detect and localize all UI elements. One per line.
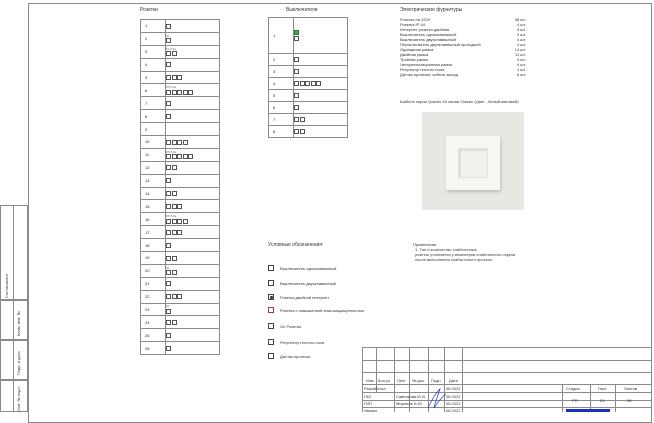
row-icons	[166, 71, 220, 84]
row-icons	[166, 264, 220, 277]
outlet-icon	[166, 165, 171, 170]
row-mark: Б8 Б1м	[166, 85, 177, 90]
table-row	[141, 45, 220, 58]
outlet-icon	[300, 117, 305, 122]
equipment-name: Выключатель одноклавишный	[400, 32, 457, 37]
row-number: 22	[141, 290, 166, 303]
row-number: 20	[141, 264, 166, 277]
outlet-icon	[166, 281, 171, 286]
equipment-name: Одинарная рамка	[400, 47, 434, 52]
outlet-icon	[172, 320, 177, 325]
table-row	[141, 329, 220, 342]
row-icons	[294, 66, 348, 78]
switch-single-icon	[294, 30, 299, 35]
row-icons	[166, 290, 220, 303]
outlet-icon	[172, 270, 177, 275]
row-icons	[294, 78, 348, 90]
row-icons	[166, 329, 220, 342]
table-row	[141, 32, 220, 45]
equipment-qty: 14 шт.	[514, 47, 526, 52]
row-icons	[166, 84, 220, 97]
outlet-icon	[300, 129, 305, 134]
notes-line-1: 1. Тип и количество слаботочных	[415, 247, 477, 252]
table-row	[141, 174, 220, 187]
row-icons	[294, 54, 348, 66]
list-item	[400, 72, 526, 77]
switch-single-icon	[268, 265, 274, 271]
row-number: 6	[269, 102, 294, 114]
stamp-role-3: ГИП	[364, 401, 372, 406]
series-caption: Шаблон серии Quadro 45 линии Classic (Цвет - белый матовый)	[400, 99, 519, 104]
table-row	[141, 264, 220, 277]
row-number: 8	[141, 110, 166, 123]
legend-item-2: Выключатель двухклавишный	[268, 280, 336, 286]
notes	[413, 242, 515, 262]
stamp-header-kol: Кол.уч.	[378, 378, 392, 383]
equipment-qty: 3 шт.	[516, 32, 526, 37]
outlet-icon	[188, 154, 193, 159]
row-number: 24	[141, 316, 166, 329]
stamp-header-izm: Изм.	[366, 378, 375, 383]
switches-table	[268, 17, 348, 138]
row-icons	[166, 226, 220, 239]
row-number: 23	[141, 303, 166, 316]
row-icons	[294, 18, 348, 54]
row-number: 2	[269, 54, 294, 66]
switch-double-icon	[268, 280, 274, 286]
outlet-icon	[166, 75, 171, 80]
row-number: 1	[141, 20, 166, 33]
table-row	[141, 136, 220, 149]
outlet-icon	[172, 219, 177, 224]
switches-title: Выключатели	[286, 7, 318, 13]
outlet-icon	[166, 101, 171, 106]
row-number: 4	[141, 58, 166, 71]
table-row	[269, 102, 348, 114]
stamp-role-2: ГАП	[364, 394, 372, 399]
switch-photo	[422, 112, 524, 210]
outlet-icon	[166, 204, 171, 209]
outlet-icon	[183, 219, 188, 224]
outlet-icon	[172, 294, 177, 299]
equipment-name: Розетка IP-44	[400, 22, 426, 27]
table-row	[141, 316, 220, 329]
row-number: 10	[141, 136, 166, 149]
outlet-icon	[172, 204, 177, 209]
table-row	[141, 20, 220, 33]
table-row	[141, 187, 220, 200]
outlet-icon	[166, 62, 171, 67]
table-row	[141, 110, 220, 123]
row-icons	[166, 303, 220, 316]
outlet-icon	[166, 38, 171, 43]
outlet-icon	[166, 320, 171, 325]
stamp-sheets-value: 26	[627, 398, 632, 403]
table-row	[141, 213, 220, 226]
outlet-icon	[172, 256, 177, 261]
outlet-icon	[300, 81, 305, 86]
row-icons	[294, 114, 348, 126]
outlet-icon	[268, 323, 274, 329]
stamp-role-4: Увязал	[364, 408, 377, 413]
outlet-icon	[177, 294, 182, 299]
stamp-date-2: 08.2022	[446, 394, 461, 399]
outlet-icon	[177, 230, 182, 235]
equipment-qty: 4 шт.	[516, 37, 526, 42]
outlet-icon	[166, 243, 171, 248]
outlet-icon	[172, 140, 177, 145]
legend-item-6: Регулятор теплого пола	[268, 339, 324, 345]
outlet-icon	[166, 154, 171, 159]
notes-line-2: розеток уточняется у инженеров слаботочного отдела	[415, 252, 516, 257]
row-number: 11	[141, 148, 166, 161]
row-number: 8	[269, 126, 294, 138]
outlet-icon	[316, 81, 321, 86]
row-number: 26	[141, 342, 166, 355]
row-icons	[166, 148, 220, 161]
equipment-qty: 5 шт.	[516, 57, 526, 62]
outlet-icon	[166, 51, 171, 56]
side-box-1	[0, 300, 28, 340]
table-row	[141, 277, 220, 290]
row-number: 7	[269, 114, 294, 126]
equipment-qty: 4 шт.	[516, 22, 526, 27]
equipment-name: Переключатель двухклавишный проходной	[400, 42, 481, 47]
outlet-icon	[166, 294, 171, 299]
outlet-icon	[177, 140, 182, 145]
row-number: 5	[141, 71, 166, 84]
switch-single-icon	[294, 36, 299, 41]
table-row	[269, 18, 348, 54]
row-number: 17	[141, 226, 166, 239]
outlet-icon	[166, 178, 171, 183]
row-icons	[166, 239, 220, 252]
row-icons	[166, 342, 220, 355]
row-number: 7	[141, 97, 166, 110]
table-row	[269, 78, 348, 90]
table-row	[141, 148, 220, 161]
table-row	[141, 84, 220, 97]
row-icons	[166, 174, 220, 187]
equipment-qty: 38 шт.	[514, 17, 526, 22]
row-icons	[166, 213, 220, 226]
outlet-icon	[166, 256, 171, 261]
side-label-inventory: Инв. № подл.	[16, 386, 21, 411]
equipment-name: Датчик протечки, кабель-выход	[400, 72, 459, 77]
outlet-icon	[166, 114, 171, 119]
outlets-table	[140, 19, 220, 355]
legend-item-7: Датчик протечки	[268, 353, 310, 359]
row-number: 15	[141, 200, 166, 213]
outlet-icon	[166, 219, 171, 224]
equipment-qty: 4 шт.	[516, 62, 526, 67]
switch-key-image	[459, 149, 487, 177]
waterproof-outlet-icon	[268, 307, 274, 313]
notes-title: Примечание:	[413, 242, 438, 247]
stamp-name-3: Миронов И.Ю.	[396, 401, 423, 406]
outlet-icon	[172, 191, 177, 196]
row-icons	[166, 20, 220, 33]
floor-heating-icon	[268, 339, 274, 345]
outlet-icon	[166, 270, 171, 275]
outlet-icon	[188, 90, 193, 95]
side-box-3	[0, 380, 28, 412]
outlet-icon	[183, 140, 188, 145]
outlets-title: Розетки	[140, 7, 158, 13]
row-icons	[166, 58, 220, 71]
outlet-icon	[166, 309, 171, 314]
equipment-list	[400, 17, 526, 77]
table-row	[141, 239, 220, 252]
outlet-icon	[294, 69, 299, 74]
table-row	[141, 303, 220, 316]
outlet-icon	[305, 81, 310, 86]
row-icons	[294, 126, 348, 138]
row-icons	[166, 110, 220, 123]
stamp-stage-value: РП	[572, 398, 578, 403]
row-number: 18	[141, 239, 166, 252]
table-row	[141, 342, 220, 355]
stamp-sheet-label: Лист	[598, 386, 607, 391]
row-icons	[166, 316, 220, 329]
stamp-header-doc: № док.	[412, 378, 425, 383]
stamp-role-1: Разработал	[364, 386, 386, 391]
outlet-icon	[294, 105, 299, 110]
outlet-icon	[166, 90, 171, 95]
outlet-icon	[177, 90, 182, 95]
row-icons	[166, 252, 220, 265]
outlet-icon	[177, 75, 182, 80]
outlet-icon	[172, 90, 177, 95]
table-row	[269, 54, 348, 66]
outlet-icon	[166, 230, 171, 235]
table-row	[141, 97, 220, 110]
stamp-name-2: Савенкова Ю.В.	[396, 394, 427, 399]
stamp-date-4: 08.2022	[446, 408, 461, 413]
outlet-icon	[166, 140, 171, 145]
row-number: 9	[141, 123, 166, 136]
equipment-name: Выключатель двухклавишный	[400, 37, 456, 42]
outlet-icon	[172, 165, 177, 170]
equipment-qty: 11 шт.	[515, 52, 526, 57]
row-number: 14	[141, 187, 166, 200]
row-icons	[166, 161, 220, 174]
stamp-header-sign: Подп.	[431, 378, 442, 383]
equipment-name: Четырехпозиционная рамка	[400, 62, 453, 67]
leak-sensor-icon	[268, 353, 274, 359]
row-icons	[166, 200, 220, 213]
outlet-icon	[166, 24, 171, 29]
row-mark: Б8 Б1м	[166, 214, 177, 219]
row-icons	[294, 102, 348, 114]
side-label-replaced: Взам. инв. №	[16, 311, 21, 336]
row-number: 12	[141, 161, 166, 174]
row-number: 3	[141, 45, 166, 58]
outlet-icon	[172, 230, 177, 235]
row-number: 13	[141, 174, 166, 187]
row-icons	[166, 136, 220, 149]
legend-item-1: Выключатель одноклавишный	[268, 265, 336, 271]
outlet-icon	[177, 219, 182, 224]
table-row	[141, 58, 220, 71]
row-icons	[166, 187, 220, 200]
row-number: 2	[141, 32, 166, 45]
row-number: 5	[269, 90, 294, 102]
outlet-icon	[166, 191, 171, 196]
row-icons	[294, 90, 348, 102]
row-number: 19	[141, 252, 166, 265]
row-number: 4	[269, 78, 294, 90]
equipment-qty: 6 шт.	[516, 72, 526, 77]
legend-item-3: Розетка двойной интернет	[268, 294, 329, 300]
outlet-icon	[166, 346, 171, 351]
stamp-stage-label: Стадия	[566, 386, 580, 391]
table-row	[269, 114, 348, 126]
table-row	[269, 90, 348, 102]
row-number: 6	[141, 84, 166, 97]
row-number: 1	[269, 18, 294, 54]
stamp-sheets-label: Листов	[624, 386, 637, 391]
legend-item-4: Розетка с повышенной влагозащищенностью	[268, 307, 364, 313]
row-icons	[166, 45, 220, 58]
stamp-header-list: Лист	[397, 378, 406, 383]
outlet-icon	[294, 93, 299, 98]
legend-item-5: On Розетка	[268, 323, 301, 329]
row-icons	[166, 277, 220, 290]
row-icons	[166, 123, 220, 136]
stamp-sheet-value: 21	[600, 398, 605, 403]
row-number: 25	[141, 329, 166, 342]
outlet-icon	[177, 204, 182, 209]
side-label-approved: Согласовано	[4, 273, 9, 298]
stamp-date-3: 08.2022	[446, 401, 461, 406]
outlet-icon	[183, 90, 188, 95]
signature-image	[426, 386, 450, 412]
row-mark: Б1	[166, 33, 170, 38]
legend-title: Условные обозначения:	[268, 242, 324, 248]
outlet-icon	[172, 154, 177, 159]
table-row	[141, 161, 220, 174]
table-row	[141, 71, 220, 84]
table-row	[141, 200, 220, 213]
outlet-icon	[294, 81, 299, 86]
row-mark: Б8 Б1м	[166, 149, 177, 154]
equipment-title: Электрические фурнитуры	[400, 7, 463, 13]
row-number: 21	[141, 277, 166, 290]
equipment-name: Регулятор теплого пола	[400, 67, 445, 72]
row-icons	[166, 97, 220, 110]
side-label-signature: Подп. и дата	[16, 351, 21, 375]
notes-line-3: после выполнения слаботочного проекта.	[415, 257, 493, 262]
equipment-qty: 3 шт.	[516, 27, 526, 32]
equipment-name: Интернет розетка двойная	[400, 27, 450, 32]
table-row	[141, 123, 220, 136]
equipment-qty: 4 шт.	[516, 42, 526, 47]
row-mark: Б1 Б1м	[166, 46, 177, 51]
equipment-name: Розетка на 220V	[400, 17, 431, 22]
stamp-date-1: 08.2022	[446, 386, 461, 391]
outlet-icon	[183, 154, 188, 159]
table-row	[141, 290, 220, 303]
row-icons	[166, 32, 220, 45]
outlet-icon	[294, 129, 299, 134]
table-row	[141, 226, 220, 239]
table-row	[269, 66, 348, 78]
equipment-name: Двойная рамка	[400, 52, 429, 57]
side-box-2	[0, 340, 28, 380]
equipment-qty: 1 шт.	[516, 67, 526, 72]
stamp-header-date: Дата	[449, 378, 458, 383]
outlet-icon	[311, 81, 316, 86]
row-number: 3	[269, 66, 294, 78]
internet-outlet-icon	[268, 294, 274, 300]
equipment-name: Тройная рамка	[400, 57, 428, 62]
outlet-icon	[177, 154, 182, 159]
row-mark: Б1	[166, 265, 170, 270]
outlet-icon	[294, 57, 299, 62]
table-row	[141, 252, 220, 265]
row-mark: Б1	[166, 304, 170, 309]
row-number: 16	[141, 213, 166, 226]
outlet-icon	[172, 51, 177, 56]
table-row	[269, 126, 348, 138]
switch-frame-image	[446, 136, 500, 190]
outlet-icon	[166, 333, 171, 338]
outlet-icon	[172, 75, 177, 80]
outlet-icon	[294, 117, 299, 122]
